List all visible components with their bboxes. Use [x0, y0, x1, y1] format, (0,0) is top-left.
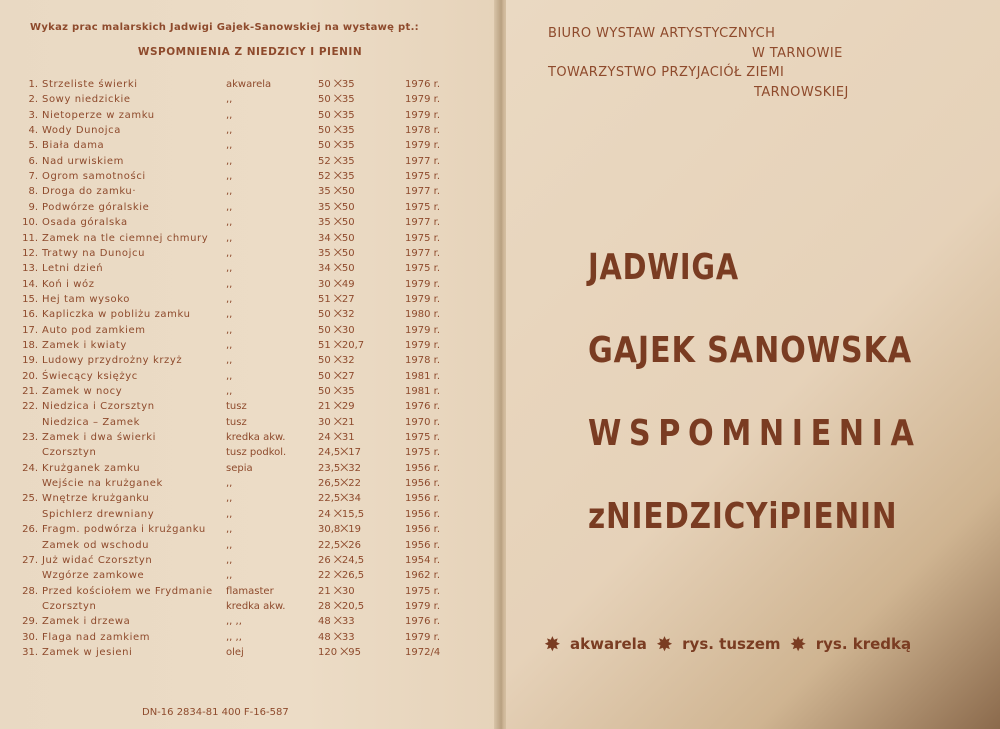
item-technique: ,, [226, 171, 233, 183]
item-title: Wzgórze zamkowe [42, 570, 145, 582]
item-technique: flamaster [226, 585, 274, 597]
list-item [0, 614, 500, 629]
item-title: Hej tam wysoko [42, 293, 130, 305]
list-item [0, 445, 500, 460]
item-technique: ,, [226, 478, 233, 490]
item-year: 1956 r. [405, 508, 440, 520]
item-dimensions: 51 ⨉20,7 [318, 339, 365, 351]
item-year: 1975 r. [405, 171, 440, 183]
item-title: Flaga nad zamkiem [42, 631, 151, 643]
item-title: Ludowy przydrożny krzyż [42, 355, 183, 367]
list-item [0, 645, 500, 660]
item-number: 5. [28, 140, 38, 152]
star-icon: ✸ [656, 632, 673, 656]
item-technique: ,, [226, 186, 233, 198]
item-title: Czorsztyn [42, 447, 97, 459]
list-item [0, 630, 500, 645]
list-item [0, 231, 500, 246]
item-year: 1978 r. [405, 125, 440, 137]
item-year: 1956 r. [405, 462, 440, 474]
list-item [0, 277, 500, 292]
item-year: 1962 r. [405, 570, 440, 582]
item-dimensions: 34 ⨉50 [318, 232, 355, 244]
item-number: 6. [28, 155, 38, 167]
item-year: 1979 r. [405, 278, 440, 290]
item-dimensions: 50 ⨉35 [318, 79, 355, 90]
item-technique: ,, [226, 293, 233, 305]
item-title: Zamek na tle ciemnej chmury [42, 232, 209, 244]
item-year: 1975 r. [405, 432, 440, 444]
item-number: 18. [22, 339, 38, 351]
item-number: 8. [28, 186, 38, 198]
item-number: 13. [22, 263, 38, 275]
item-year: 1979 r. [405, 324, 440, 336]
list-item [0, 200, 500, 215]
item-dimensions: 23,5⨉32 [318, 462, 361, 474]
list-item [0, 138, 500, 153]
list-item [0, 246, 500, 261]
item-year: 1972/4 [405, 646, 441, 658]
item-number: 27. [22, 554, 38, 566]
item-title: Krużganek zamku [42, 462, 141, 474]
item-year: 1975 r. [405, 201, 440, 213]
item-year: 1981 r. [405, 370, 440, 382]
item-year: 1976 r. [405, 616, 440, 628]
item-dimensions: 28 ⨉20,5 [318, 600, 365, 612]
item-technique: ,, [226, 232, 233, 244]
item-title: Podwórze góralskie [42, 201, 150, 213]
item-dimensions: 21 ⨉30 [318, 585, 355, 597]
item-number: 7. [28, 171, 38, 183]
item-dimensions: 50 ⨉30 [318, 324, 355, 336]
print-code: DN-16 2834-81 400 F-16-587 [142, 707, 289, 718]
item-year: 1977 r. [405, 217, 440, 229]
list-item [0, 507, 500, 522]
item-technique: kredka akw. [226, 432, 286, 444]
item-technique: ,, [226, 263, 233, 275]
exhibition-title-1: WSPOMNIENIA [588, 413, 922, 454]
item-number: 29. [22, 616, 38, 628]
item-title: Zamek w nocy [42, 386, 123, 397]
item-year: 1978 r. [405, 355, 440, 367]
item-dimensions: 22,5⨉26 [318, 539, 361, 551]
item-number: 15. [22, 293, 38, 305]
org-line-1: BIURO WYSTAW ARTYSTYCZNYCH [548, 26, 776, 41]
technique-crayon: rys. kredką [815, 635, 912, 653]
item-number: 14. [22, 278, 38, 290]
item-title: Spichlerz drewniany [42, 508, 155, 520]
list-item [0, 292, 500, 307]
item-year: 1977 r. [405, 186, 440, 198]
list-item [0, 215, 500, 230]
item-year: 1970 r. [405, 416, 440, 428]
item-technique: ,, [226, 278, 233, 290]
item-title: Fragm. podwórza i krużganku [42, 524, 206, 536]
item-number: 23. [22, 432, 38, 444]
item-number: 30. [22, 631, 38, 643]
item-number: 11. [22, 232, 38, 244]
star-icon: ✸ [789, 632, 807, 656]
item-title: Biała dama [42, 140, 105, 152]
item-year: 1979 r. [405, 600, 440, 612]
item-dimensions: 51 ⨉27 [318, 293, 355, 305]
item-title: Już widać Czorsztyn [42, 554, 153, 566]
exhibition-title-2: zNIEDZICYiPIENIN [588, 496, 898, 537]
item-technique: ,, [226, 386, 233, 397]
item-year: 1979 r. [405, 631, 440, 643]
list-item [0, 169, 500, 184]
item-dimensions: 50 ⨉35 [318, 140, 355, 152]
list-item [0, 184, 500, 199]
item-dimensions: 52 ⨉35 [318, 155, 355, 167]
item-title: Wnętrze krużganku [42, 493, 150, 505]
techniques-line [540, 632, 911, 656]
item-number: 22. [22, 401, 38, 413]
item-dimensions: 30 ⨉49 [318, 278, 355, 290]
item-year: 1979 r. [405, 293, 440, 305]
item-technique: ,, [226, 570, 233, 582]
item-dimensions: 35 ⨉50 [318, 201, 355, 213]
item-technique: ,, [226, 309, 233, 321]
item-dimensions: 24,5⨉17 [318, 447, 361, 459]
item-number: 26. [22, 524, 38, 536]
item-year: 1977 r. [405, 247, 440, 259]
item-technique: tusz [226, 416, 247, 428]
item-title: Nad urwiskiem [42, 155, 125, 167]
item-year: 1975 r. [405, 585, 440, 597]
item-title: Niedzica – Zamek [42, 416, 141, 428]
item-technique: tusz [226, 401, 247, 413]
item-year: 1976 r. [405, 401, 440, 413]
item-dimensions: 22,5⨉34 [318, 493, 361, 505]
item-technique: ,, [226, 217, 233, 229]
item-title: Koń i wóz [42, 278, 95, 290]
list-item [0, 415, 500, 430]
item-title: Osada góralska [42, 217, 128, 229]
list-item [0, 108, 500, 123]
org-line-4: TARNOWSKIEJ [754, 85, 849, 100]
item-technique: olej [226, 646, 244, 658]
item-number: 24. [22, 462, 38, 474]
item-year: 1980 r. [405, 309, 440, 321]
list-item [0, 553, 500, 568]
list-item [0, 338, 500, 353]
list-item [0, 77, 500, 92]
item-number: 12. [22, 247, 38, 259]
item-number: 2. [28, 94, 38, 106]
artist-surname: GAJEK SANOWSKA [588, 330, 913, 371]
item-year: 1975 r. [405, 447, 440, 459]
item-title: Zamek i dwa świerki [42, 432, 157, 444]
item-dimensions: 26,5⨉22 [318, 478, 361, 490]
item-number: 28. [22, 585, 38, 597]
item-technique: ,, [226, 155, 233, 167]
item-number: 16. [22, 309, 38, 321]
item-title: Zamek od wschodu [42, 539, 150, 551]
item-title: Strzeliste świerki [42, 79, 138, 90]
item-year: 1956 r. [405, 493, 440, 505]
item-dimensions: 50 ⨉35 [318, 386, 355, 397]
item-year: 1979 r. [405, 140, 440, 152]
item-title: Wody Dunojca [42, 125, 121, 137]
item-dimensions: 50 ⨉32 [318, 355, 355, 367]
list-header: Wykaz prac malarskich Jadwigi Gajek-Sanowskiej na wystawę pt.: [30, 22, 419, 33]
item-dimensions: 50 ⨉32 [318, 309, 355, 321]
item-number: 21. [22, 386, 38, 397]
list-item [0, 476, 500, 491]
item-technique: ,, [226, 493, 233, 505]
item-dimensions: 50 ⨉35 [318, 109, 355, 121]
item-dimensions: 48 ⨉33 [318, 631, 355, 643]
item-year: 1979 r. [405, 94, 440, 106]
item-year: 1956 r. [405, 524, 440, 536]
item-number: 3. [28, 109, 38, 121]
item-dimensions: 48 ⨉33 [318, 616, 355, 628]
item-number: 1. [28, 79, 38, 90]
item-year: 1981 r. [405, 386, 440, 397]
list-item [0, 307, 500, 322]
item-number: 25. [22, 493, 38, 505]
item-technique: sepia [226, 462, 253, 474]
item-year: 1977 r. [405, 155, 440, 167]
item-dimensions: 24 ⨉31 [318, 432, 355, 444]
item-title: Nietoperze w zamku [42, 109, 155, 121]
artist-first-name: JADWIGA [588, 247, 739, 288]
item-title: Kapliczka w pobliżu zamku [42, 309, 191, 321]
item-number: 4. [28, 125, 38, 137]
list-item [0, 399, 500, 414]
item-year: 1979 r. [405, 339, 440, 351]
item-title: Czorsztyn [42, 600, 97, 612]
list-item [0, 384, 500, 399]
item-title: Niedzica i Czorsztyn [42, 401, 155, 413]
list-item [0, 92, 500, 107]
item-number: 17. [22, 324, 38, 336]
item-number: 10. [22, 217, 38, 229]
list-item [0, 353, 500, 368]
item-number: 31. [22, 646, 38, 658]
list-item [0, 568, 500, 583]
item-year: 1954 r. [405, 554, 440, 566]
item-technique: ,, [226, 524, 233, 536]
technique-ink: rys. tuszem [682, 635, 781, 653]
item-year: 1975 r. [405, 263, 440, 275]
item-title: Zamek i kwiaty [42, 339, 127, 351]
item-dimensions: 50 ⨉35 [318, 125, 355, 137]
list-item [0, 461, 500, 476]
item-technique: ,, [226, 539, 233, 551]
item-dimensions: 35 ⨉50 [318, 217, 355, 229]
item-title: Tratwy na Dunojcu [42, 247, 146, 259]
item-technique: ,, [226, 508, 233, 520]
item-technique: ,, [226, 324, 233, 336]
item-technique: ,, [226, 554, 233, 566]
item-technique: ,, [226, 109, 233, 121]
item-title: Wejście na krużganek [42, 478, 163, 490]
item-dimensions: 26 ⨉24,5 [318, 554, 365, 566]
item-dimensions: 35 ⨉50 [318, 186, 355, 198]
list-title: WSPOMNIENIA Z NIEDZICY I PIENIN [137, 46, 363, 58]
item-title: Świecący księżyc [42, 370, 138, 382]
item-dimensions: 30 ⨉21 [318, 416, 355, 428]
item-technique: ,, [226, 94, 233, 106]
item-technique: ,, [226, 370, 233, 382]
item-dimensions: 35 ⨉50 [318, 247, 355, 259]
item-technique: ,, [226, 339, 233, 351]
item-dimensions: 120 ⨉95 [318, 646, 361, 658]
list-item [0, 369, 500, 384]
list-item [0, 538, 500, 553]
item-number: 19. [22, 355, 38, 367]
item-title: Letni dzień [42, 263, 104, 275]
item-technique: tusz podkol. [226, 447, 287, 459]
list-item [0, 154, 500, 169]
org-line-2: W TARNOWIE [752, 46, 843, 61]
list-item [0, 584, 500, 599]
item-title: Przed kościołem we Frydmanie [42, 585, 213, 597]
list-item [0, 261, 500, 276]
technique-watercolor: akwarela [570, 635, 647, 653]
item-dimensions: 50 ⨉35 [318, 94, 355, 106]
list-item [0, 430, 500, 445]
item-technique: ,, [226, 247, 233, 259]
item-year: 1979 r. [405, 109, 440, 121]
list-item [0, 123, 500, 138]
item-year: 1975 r. [405, 232, 440, 244]
item-technique: akwarela [226, 79, 272, 90]
item-technique: ,, [226, 140, 233, 152]
item-dimensions: 52 ⨉35 [318, 171, 355, 183]
item-technique: ,, [226, 355, 233, 367]
item-dimensions: 21 ⨉29 [318, 401, 355, 413]
item-title: Zamek i drzewa [42, 616, 131, 628]
item-title: Zamek w jesieni [42, 646, 133, 658]
item-title: Sowy niedzickie [42, 94, 131, 106]
item-dimensions: 50 ⨉27 [318, 370, 355, 382]
item-number: 9. [28, 201, 38, 213]
org-line-3: TOWARZYSTWO PRZYJACIÓŁ ZIEMI [548, 65, 785, 80]
item-dimensions: 30,8⨉19 [318, 524, 361, 536]
item-technique: ,, [226, 125, 233, 137]
list-item [0, 491, 500, 506]
item-year: 1956 r. [405, 539, 440, 551]
item-technique: ,, ,, [226, 616, 242, 628]
item-dimensions: 34 ⨉50 [318, 263, 355, 275]
list-item [0, 522, 500, 537]
item-title: Ogrom samotności [42, 171, 146, 183]
item-year: 1976 r. [405, 79, 440, 90]
item-year: 1956 r. [405, 478, 440, 490]
item-dimensions: 24 ⨉15,5 [318, 508, 365, 520]
item-technique: kredka akw. [226, 600, 286, 612]
item-title: Droga do zamku· [42, 186, 137, 198]
list-item [0, 323, 500, 338]
item-title: Auto pod zamkiem [42, 324, 146, 336]
item-dimensions: 22 ⨉26,5 [318, 570, 365, 582]
item-technique: ,, ,, [226, 631, 242, 643]
star-icon: ✸ [544, 632, 561, 656]
list-item [0, 599, 500, 614]
item-technique: ,, [226, 201, 233, 213]
item-number: 20. [22, 370, 38, 382]
